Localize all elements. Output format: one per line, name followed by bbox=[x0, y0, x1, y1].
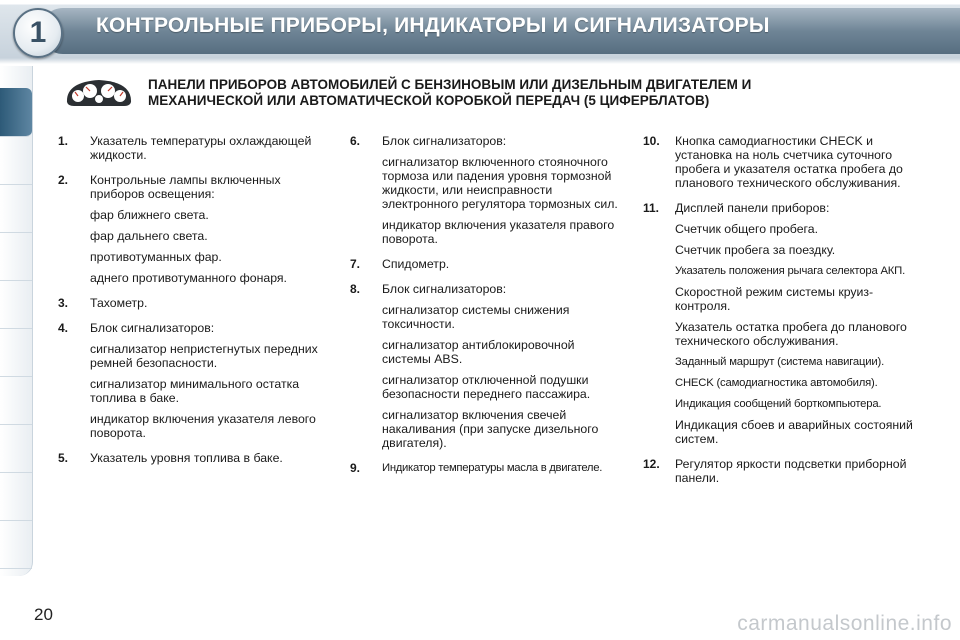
list-item-8: 8. Блок сигнализаторов: сигнализатор системы снижения токсичности. сигнализатор антиблокировочной системы ABS. сигнализатор отключенной подушки безопасности переднего пассажира. сигнализатор включения свечей накаливания (при запуске дизельного двигателя). bbox=[350, 282, 599, 450]
list-item-5: 5. Указатель уровня топлива в баке. bbox=[58, 451, 283, 465]
list-item-7: 7. Спидометр. bbox=[350, 257, 450, 271]
side-tab-7[interactable] bbox=[0, 376, 32, 425]
list-item-11: 11. Дисплей панели приборов: Счетчик общего пробега. Счетчик пробега за поездку. Указатель положения рычага селектора АКП. Скоростной режим системы круиз-контроля. Указатель остатка пробега до планового технического обслуживания. Заданный маршрут (система навигации). CHECK (самодиагностика автомобиля). Индикация сообщений борткомпьютера. Индикация сбоев и аварийных состояний систем. bbox=[643, 201, 913, 446]
list-item-3: 3. Тахометр. bbox=[58, 296, 148, 310]
side-tab-3[interactable] bbox=[0, 184, 32, 233]
list-item-1: 1. Указатель температуры охлаждающей жидкости. bbox=[58, 134, 312, 162]
chapter-number-badge: 1 bbox=[13, 8, 63, 58]
section-title: ПАНЕЛИ ПРИБОРОВ АВТОМОБИЛЕЙ С БЕНЗИНОВЫМ ИЛИ ДИЗЕЛЬНЫМ ДВИГАТЕЛЕМ И МЕХАНИЧЕСКОЙ ИЛИ АВТОМАТИЧЕСКОЙ КОРОБКОЙ ПЕРЕДАЧ (5 ЦИФЕРБЛАТОВ) bbox=[148, 77, 752, 108]
column-2 bbox=[350, 134, 620, 486]
side-tab-9[interactable] bbox=[0, 472, 32, 521]
side-tab-1[interactable] bbox=[0, 88, 32, 137]
list-item-10: 10. Кнопка самодиагностики CHECK и установка на ноль счетчика суточного пробега и указателя остатка пробега до планового технического обслуживания. bbox=[643, 134, 903, 190]
column-1 bbox=[58, 134, 328, 476]
side-tab-6[interactable] bbox=[0, 328, 32, 377]
side-tab-8[interactable] bbox=[0, 424, 32, 473]
page-number: 20 bbox=[34, 605, 53, 624]
chapter-title: КОНТРОЛЬНЫЕ ПРИБОРЫ, ИНДИКАТОРЫ И СИГНАЛИЗАТОРЫ bbox=[96, 14, 770, 37]
watermark: carmanualsonline.info bbox=[737, 612, 952, 635]
side-tab-5[interactable] bbox=[0, 280, 32, 329]
list-item-2: 2. Контрольные лампы включенных приборов освещения: фар ближнего света. фар дальнего света. противотуманных фар. аднего противотуманного фонаря. bbox=[58, 173, 287, 285]
column-3 bbox=[643, 134, 913, 496]
side-tabs bbox=[0, 66, 33, 576]
list-item-4: 4. Блок сигнализаторов: сигнализатор непристегнутых передних ремней безопасности. сигнализатор минимального остатка топлива в баке. индикатор включения указателя левого поворота. bbox=[58, 321, 318, 440]
side-tab-2[interactable] bbox=[0, 136, 32, 185]
list-item-12: 12. Регулятор яркости подсветки приборной панели. bbox=[643, 457, 907, 485]
list-item-9: 9. Индикатор температуры масла в двигателе. bbox=[350, 461, 603, 475]
dashboard-icon bbox=[64, 76, 134, 108]
side-tab-10[interactable] bbox=[0, 520, 32, 569]
chapter-header bbox=[0, 0, 960, 64]
list-item-6: 6. Блок сигнализаторов: сигнализатор включенного стояночного тормоза или падения уровня тормозной жидкости, или неисправности электронного регулятора тормозных сил. индикатор включения указателя правого поворота. bbox=[350, 134, 618, 246]
side-tab-4[interactable] bbox=[0, 232, 32, 281]
